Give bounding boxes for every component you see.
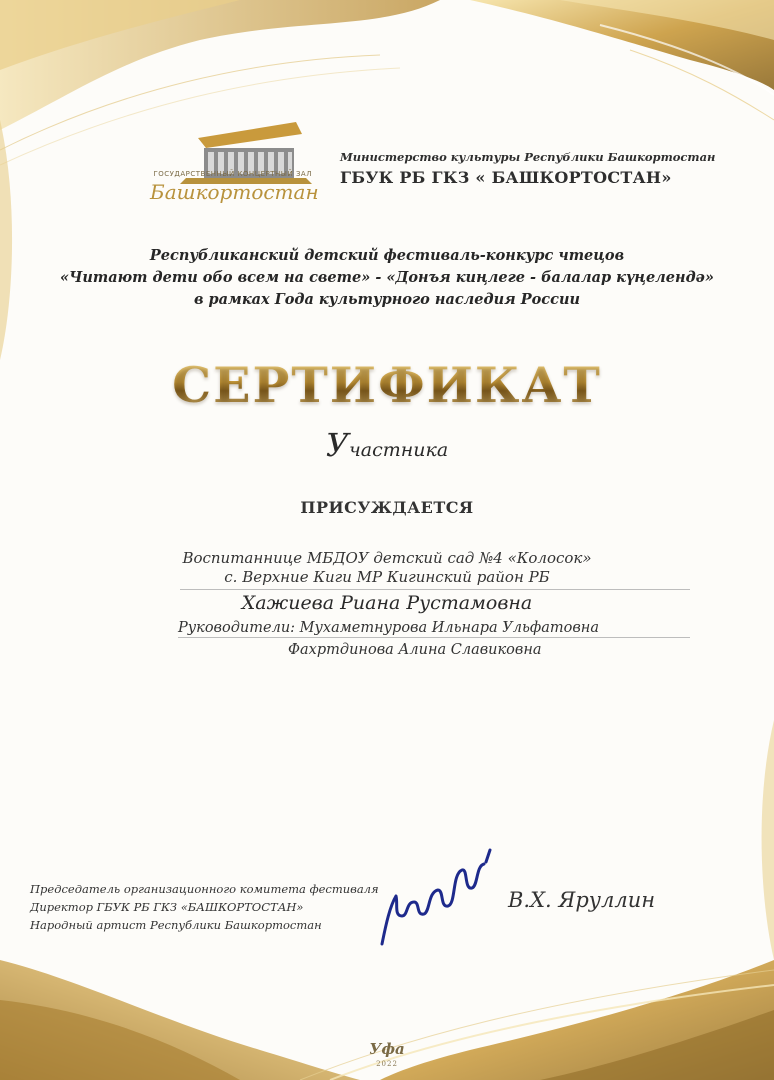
festival-line-1: Республиканский детский фестиваль-конкурс чтецов <box>149 247 625 264</box>
divider-line <box>178 637 690 638</box>
signatory-name: В.Х. Яруллин <box>508 888 656 912</box>
recipient-location: с. Верхние Киги МР Кигинский район РБ <box>224 568 550 586</box>
recipient-name: Хажиева Риана Рустамовна <box>241 592 533 614</box>
signatory-line-3: Народный артист Республики Башкортостан <box>30 918 322 932</box>
certificate-title: СЕРТИФИКАТ <box>0 356 774 414</box>
awarded-heading: ПРИСУЖДАЕТСЯ <box>300 498 474 517</box>
organization-name: ГБУК РБ ГКЗ « БАШКОРТОСТАН» <box>340 168 672 187</box>
festival-description <box>0 245 774 311</box>
subtitle-rest: частника <box>348 439 449 461</box>
logo-wordmark: Башкортостан <box>150 180 319 204</box>
signatory-line-2: Директор ГБУК РБ ГКЗ «БАШКОРТОСТАН» <box>30 900 304 914</box>
signatory-titles <box>30 880 379 934</box>
recipient-leaders: Руководители: Мухаметнурова Ильнара Ульфатовна <box>178 620 599 636</box>
festival-line-3: в рамках Года культурного наследия России <box>193 291 581 308</box>
subtitle-initial: У <box>325 426 349 464</box>
divider-line <box>180 589 690 590</box>
certificate-subtitle <box>0 426 774 464</box>
year-label: 2022 <box>376 1060 398 1068</box>
handwritten-signature <box>372 844 522 954</box>
festival-line-2: «Читают дети обо всем на свете» - «Донъя киңлеге - балалар күңелендә» <box>60 269 714 286</box>
logo-caption: ГОСУДАРСТВЕННЫЙ КОНЦЕРТНЫЙ ЗАЛ <box>153 170 312 178</box>
signatory-line-1: Председатель организационного комитета фестиваля <box>30 882 379 896</box>
ministry-name: Министерство культуры Республики Башкортостан <box>340 150 716 164</box>
recipient-institution: Воспитаннице МБДОУ детский сад №4 «Колосок» <box>182 549 592 567</box>
city-label: Уфа <box>369 1040 405 1058</box>
recipient-leader-2: Фахртдинова Алина Славиковна <box>288 642 542 658</box>
